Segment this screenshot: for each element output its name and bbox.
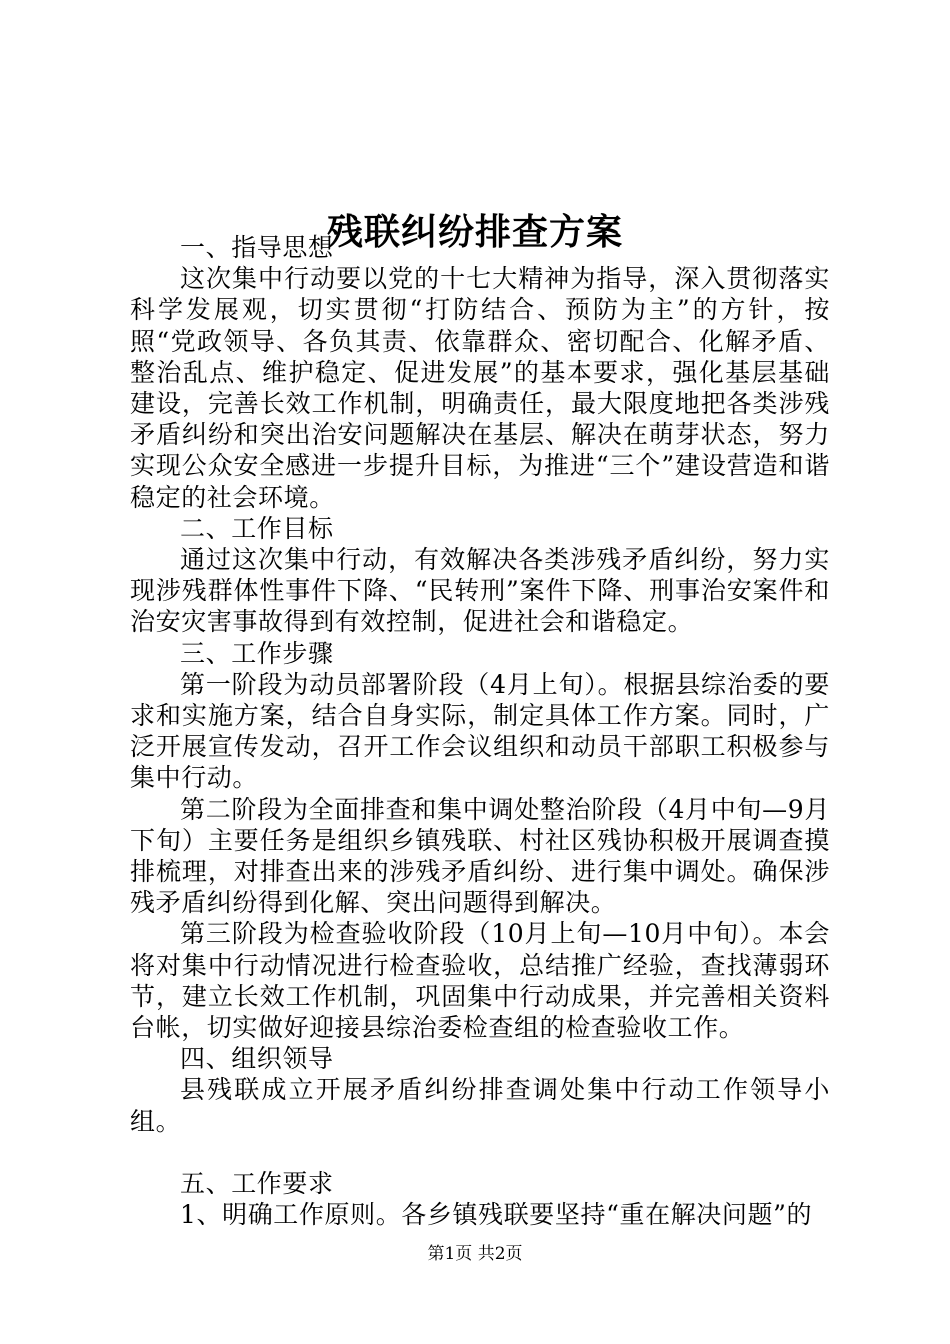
section-heading-work-steps: 三、工作步骤 (180, 638, 334, 668)
paragraph-stage-one: 第一阶段为动员部署阶段（4月上旬）。根据县综治委的要求和实施方案，结合自身实际，制定具体工作方案。同时，广泛开展宣传发动，召开工作会议组织和动员干部职工积极参与集中行动。 (130, 669, 830, 793)
page-number: 第1页 共2页 (427, 1244, 523, 1264)
section-heading-guiding-ideology: 一、指导思想 (180, 233, 334, 262)
section-heading-work-goals: 二、工作目标 (180, 513, 334, 543)
document-title: 残联纠纷排查方案 (326, 211, 623, 254)
paragraph-stage-two: 第二阶段为全面排查和集中调处整治阶段（4月中旬—9月下旬）主要任务是组织乡镇残联、村社区残协积极开展调查摸排梳理，对排查出来的涉残矛盾纠纷、进行集中调处。确保涉残矛盾纠纷得到化解、突出问题得到解决。 (130, 794, 830, 918)
paragraph-requirement-one: 1、明确工作原则。各乡镇残联要坚持“重在解决问题”的 (180, 1200, 813, 1230)
paragraph-organization: 县残联成立开展矛盾纠纷排查调处集中行动工作领导小组。 (130, 1075, 830, 1136)
document-body (130, 232, 830, 1230)
section-heading-work-requirements: 五、工作要求 (180, 1169, 334, 1199)
section-heading-organization: 四、组织领导 (180, 1044, 334, 1074)
paragraph-work-goals: 通过这次集中行动，有效解决各类涉残矛盾纠纷，努力实现涉残群体性事件下降、“民转刑”案件下降、刑事治安案件和治安灾害事故得到有效控制，促进社会和谐稳定。 (130, 545, 830, 637)
paragraph-stage-three: 第三阶段为检查验收阶段（10月上旬—10月中旬）。本会将对集中行动情况进行检查验收，总结推广经验，查找薄弱环节，建立长效工作机制，巩固集中行动成果，并完善相关资料台帐，切实做好迎接县综治委检查组的检查验收工作。 (130, 919, 830, 1043)
paragraph-guiding-ideology: 这次集中行动要以党的十七大精神为指导，深入贯彻落实科学发展观，切实贯彻“打防结合、预防为主”的方针，按照“党政领导、各负其责、依靠群众、密切配合、化解矛盾、整治乱点、维护稳定、促进发展”的基本要求，强化基层基础建设，完善长效工作机制，明确责任，最大限度地把各类涉残矛盾纠纷和突出治安问题解决在基层、解决在萌芽状态，努力实现公众安全感进一步提升目标，为推进“三个”建设营造和谐稳定的社会环境。 (130, 264, 830, 512)
